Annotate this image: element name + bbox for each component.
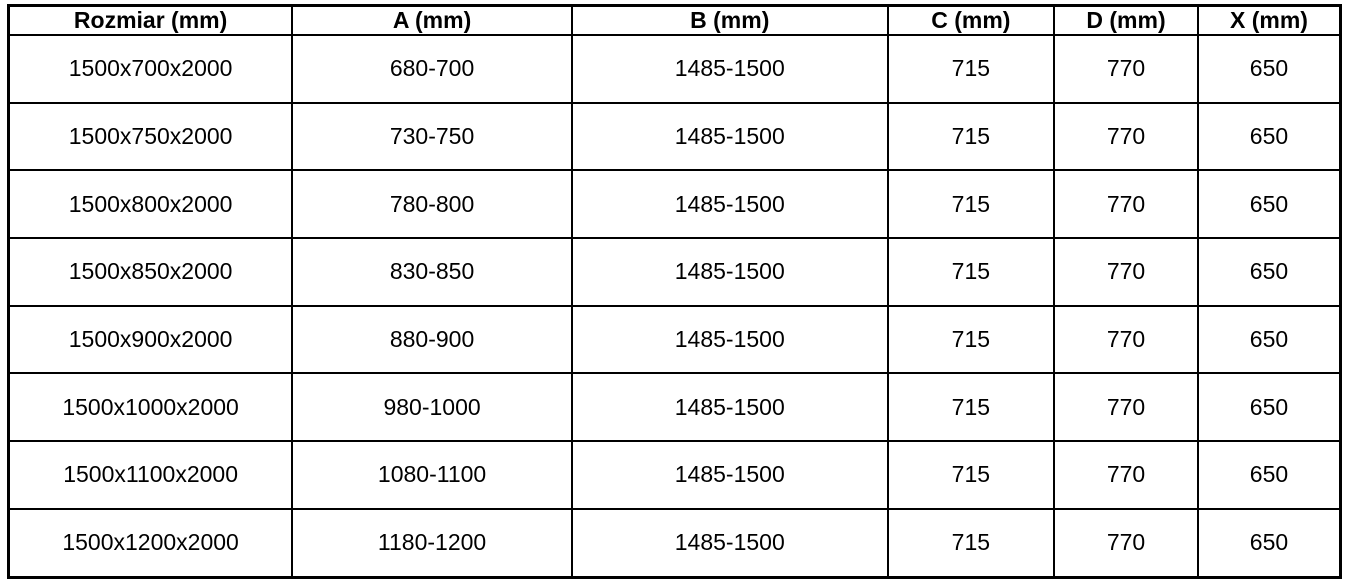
table-cell: 1500x750x2000 — [9, 103, 293, 171]
column-header: B (mm) — [572, 6, 888, 36]
table-row — [9, 509, 1341, 578]
table-cell: 980-1000 — [292, 373, 572, 441]
table-cell: 770 — [1054, 441, 1198, 509]
table-row — [9, 306, 1341, 374]
table-cell: 1485-1500 — [572, 509, 888, 578]
table-cell: 1180-1200 — [292, 509, 572, 578]
table-cell: 650 — [1198, 35, 1341, 103]
column-header: A (mm) — [292, 6, 572, 36]
table-cell: 650 — [1198, 509, 1341, 578]
column-header: C (mm) — [888, 6, 1055, 36]
table-cell: 650 — [1198, 373, 1341, 441]
table-cell: 650 — [1198, 441, 1341, 509]
table-row — [9, 441, 1341, 509]
table-cell: 715 — [888, 509, 1055, 578]
table-cell: 770 — [1054, 35, 1198, 103]
column-header: Rozmiar (mm) — [9, 6, 293, 36]
column-header: X (mm) — [1198, 6, 1341, 36]
table-cell: 715 — [888, 103, 1055, 171]
table-cell: 715 — [888, 170, 1055, 238]
table-cell: 650 — [1198, 238, 1341, 306]
table-body — [9, 35, 1341, 578]
table-cell: 1485-1500 — [572, 170, 888, 238]
header-row — [9, 6, 1341, 36]
table-cell: 880-900 — [292, 306, 572, 374]
table-cell: 770 — [1054, 373, 1198, 441]
table-cell: 770 — [1054, 509, 1198, 578]
table-cell: 1500x800x2000 — [9, 170, 293, 238]
table-cell: 1485-1500 — [572, 373, 888, 441]
table-cell: 715 — [888, 238, 1055, 306]
table-row — [9, 170, 1341, 238]
table-row — [9, 103, 1341, 171]
table-row — [9, 35, 1341, 103]
table-cell: 770 — [1054, 170, 1198, 238]
table-cell: 1500x700x2000 — [9, 35, 293, 103]
table-cell: 770 — [1054, 306, 1198, 374]
table-cell: 1485-1500 — [572, 306, 888, 374]
size-specification-table — [7, 4, 1342, 579]
table-cell: 650 — [1198, 170, 1341, 238]
table-cell: 715 — [888, 306, 1055, 374]
table-row — [9, 373, 1341, 441]
table-cell: 830-850 — [292, 238, 572, 306]
table-cell: 770 — [1054, 103, 1198, 171]
table-cell: 1500x1000x2000 — [9, 373, 293, 441]
table-cell: 1500x1200x2000 — [9, 509, 293, 578]
table-cell: 680-700 — [292, 35, 572, 103]
table-cell: 1500x900x2000 — [9, 306, 293, 374]
table-cell: 1485-1500 — [572, 35, 888, 103]
table-cell: 1500x850x2000 — [9, 238, 293, 306]
table-cell: 650 — [1198, 103, 1341, 171]
table-cell: 1485-1500 — [572, 441, 888, 509]
table-row — [9, 238, 1341, 306]
table-cell: 715 — [888, 441, 1055, 509]
table-cell: 715 — [888, 35, 1055, 103]
table-cell: 715 — [888, 373, 1055, 441]
table-cell: 1500x1100x2000 — [9, 441, 293, 509]
table-cell: 730-750 — [292, 103, 572, 171]
table-cell: 780-800 — [292, 170, 572, 238]
table-cell: 1080-1100 — [292, 441, 572, 509]
column-header: D (mm) — [1054, 6, 1198, 36]
table-cell: 1485-1500 — [572, 238, 888, 306]
table-cell: 650 — [1198, 306, 1341, 374]
table-cell: 770 — [1054, 238, 1198, 306]
table-cell: 1485-1500 — [572, 103, 888, 171]
